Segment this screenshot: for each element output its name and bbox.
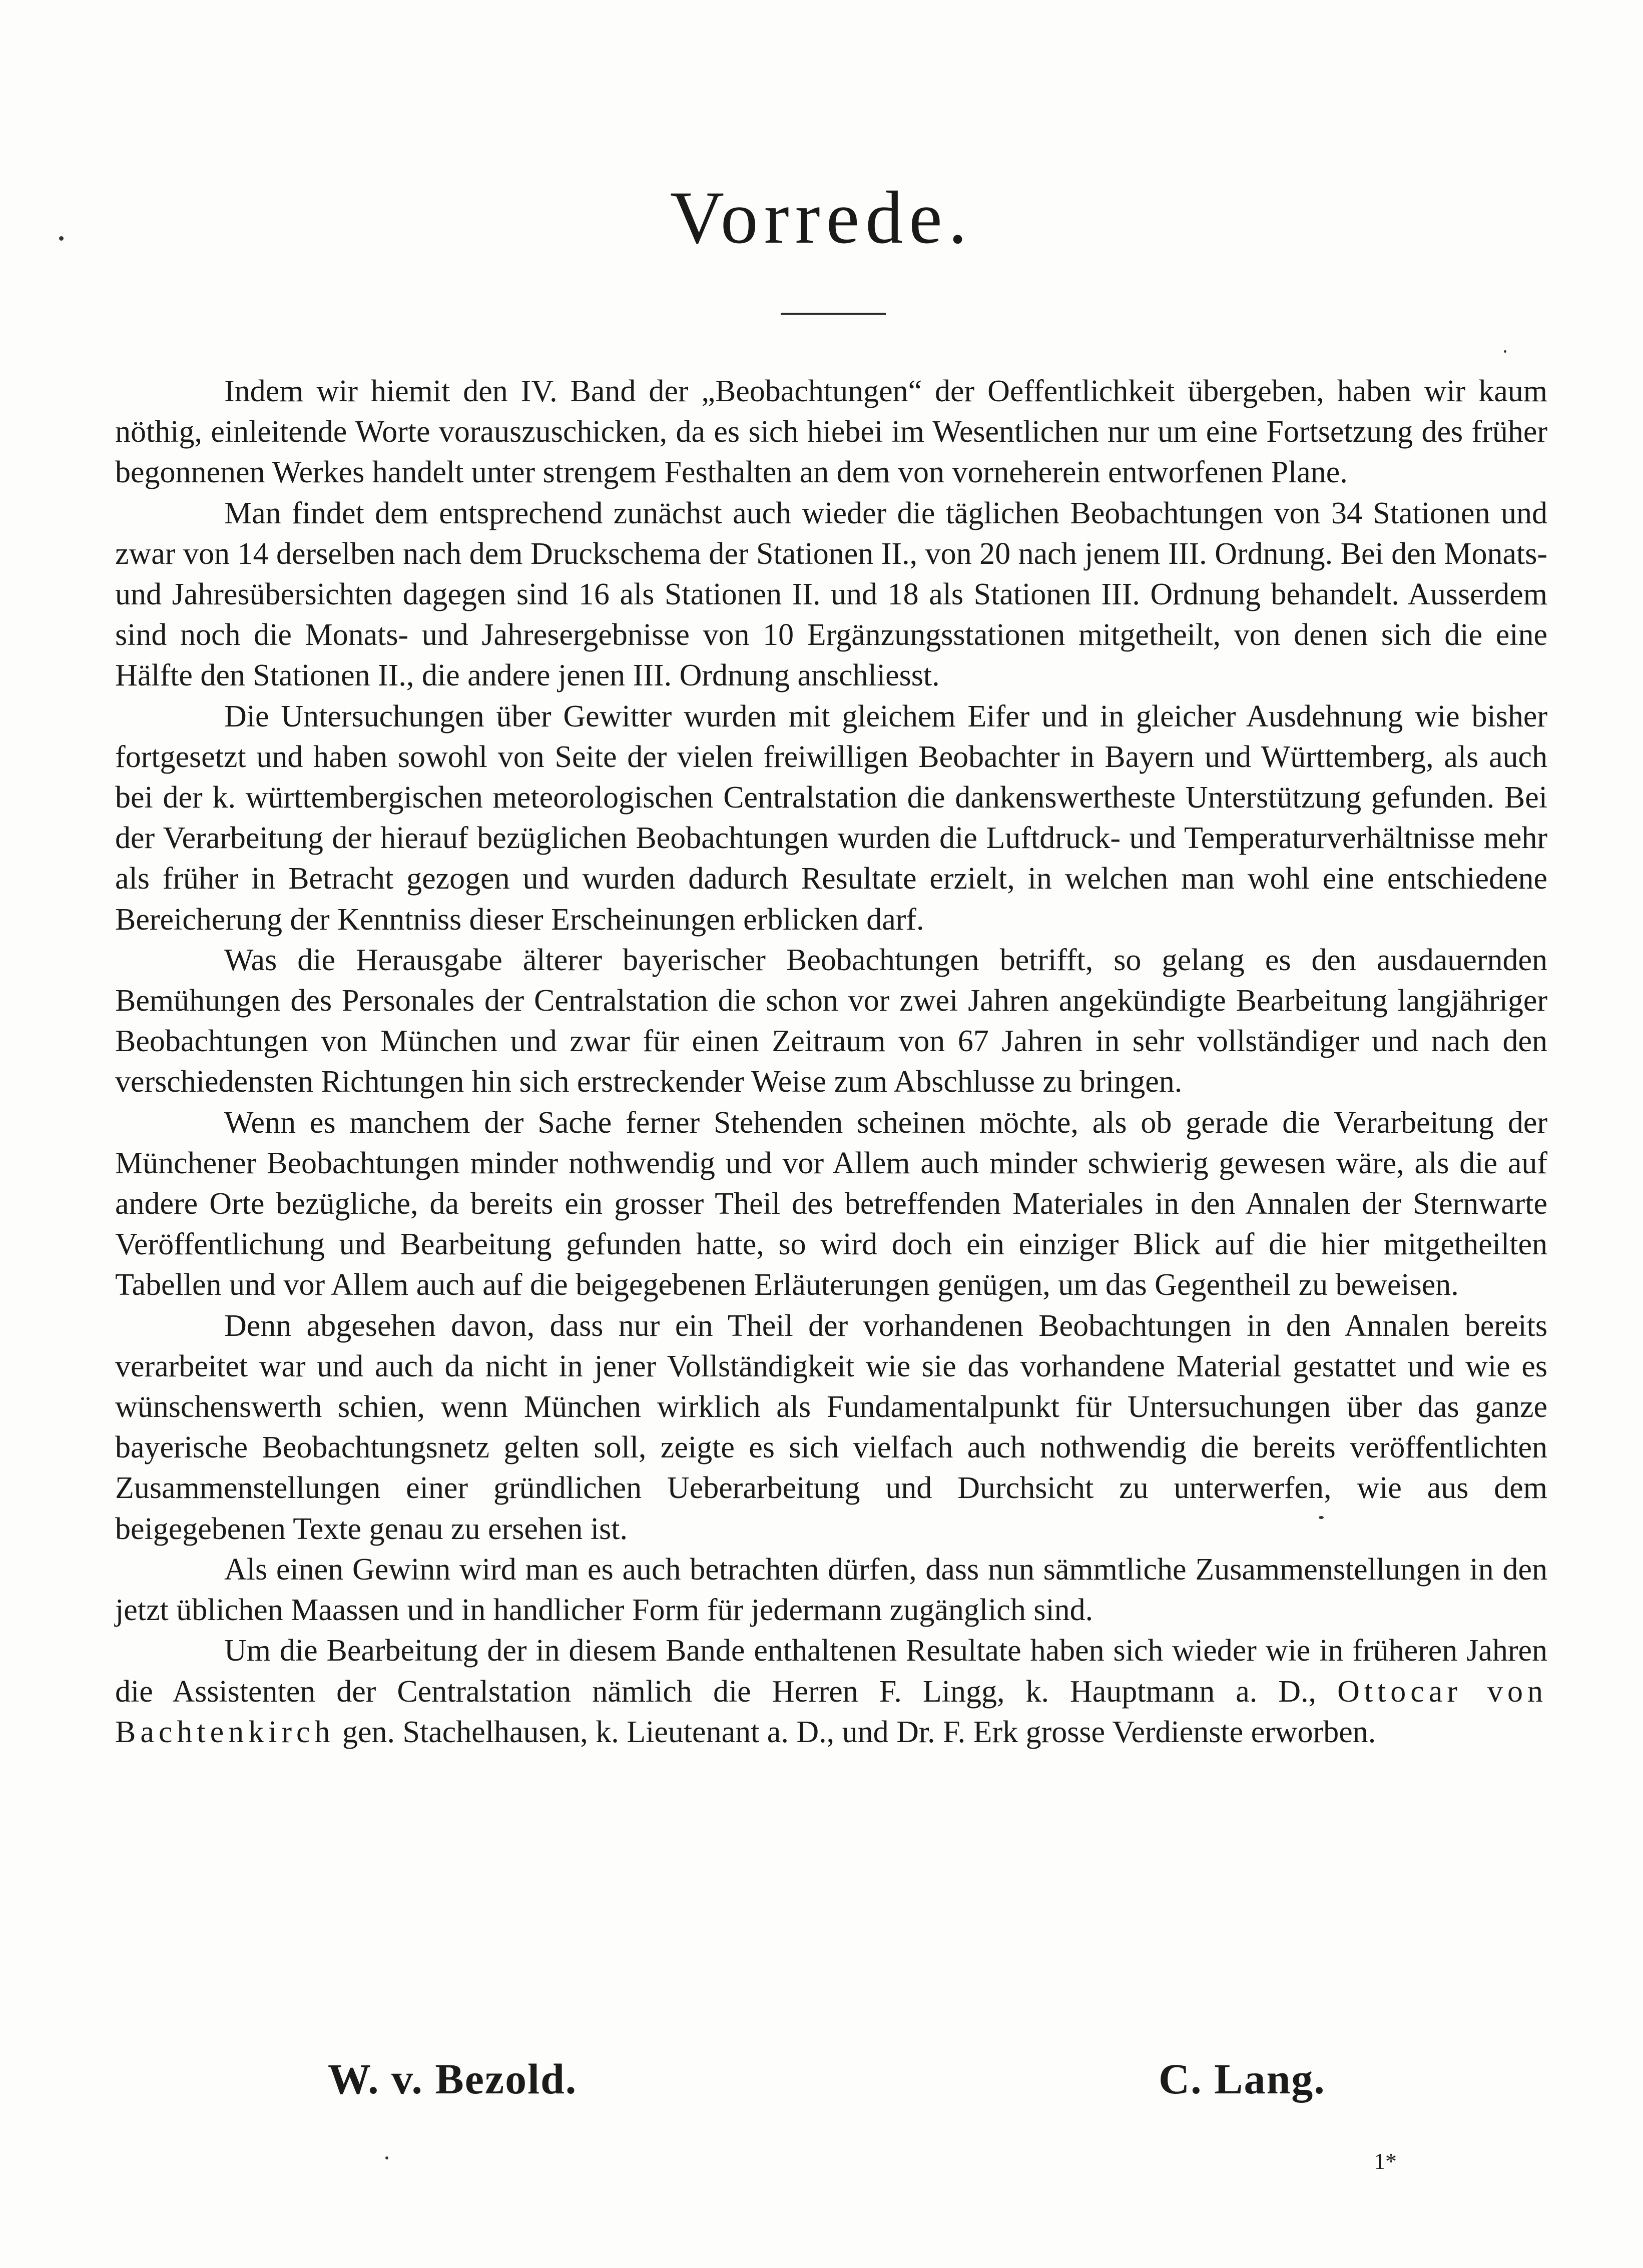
signature-right: C. Lang. bbox=[1159, 2055, 1326, 2103]
paragraph-5: Wenn es manchem der Sache ferner Stehenden scheinen möchte, als ob gerade die Verarbeitung der Münchener Beobachtungen minder nothwendig und vor Allem auch minder schwierig gewesen wäre, als die auf andere Orte bezügliche, da bereits ein grosser Theil des betreffenden Materiales in den Annalen der Sternwarte Veröffentlichung und Bearbeitung gefunden hatte, so wird doch ein einziger Blick auf die hier mitgetheilten Tabellen und vor Allem auch auf die beigegebenen Erläuterungen genügen, um das Gegentheil zu beweisen. bbox=[115, 1105, 1547, 1302]
scan-speck bbox=[1504, 350, 1506, 353]
scan-speck bbox=[59, 236, 64, 241]
paragraph-1: Indem wir hiemit den IV. Band der „Beobachtungen“ der Oeffentlichkeit übergeben, haben wir kaum nöthig, einleitende Worte vorauszuschicken, da es sich hiebei im Wesentlichen nur um eine Fortsetzung des früher begonnenen Werkes handelt unter strengem Festhalten an dem von vorneherein entworfenen Plane. bbox=[115, 374, 1547, 490]
page-number: 1* bbox=[1374, 2148, 1397, 2174]
preface-body bbox=[115, 371, 1547, 1753]
scan-speck bbox=[1319, 1516, 1324, 1519]
signatures bbox=[0, 2054, 1643, 2104]
paragraph-3: Die Untersuchungen über Gewitter wurden mit gleichem Eifer und in gleicher Ausdehnung wie bisher fortgesetzt und haben sowohl von Seite der vielen freiwilligen Beobachter in Bayern und Württemberg, als auch bei der k. württembergischen meteorologischen Centralstation die dankenswertheste Unterstützung gefunden. Bei der Verarbeitung der hierauf bezüglichen Beobachtungen wurden die Luftdruck- und Temperaturverhältnisse mehr als früher in Betracht gezogen und wurden dadurch Resultate erzielt, in welchen man wohl eine entschiedene Bereicherung der Kenntniss dieser Erscheinungen erblicken darf. bbox=[115, 699, 1547, 937]
spaced-name: Ottocar von Bachtenkirch bbox=[115, 1674, 1547, 1749]
paragraph-8-text-before: Um die Bearbeitung der in diesem Bande enthaltenen Resultate haben sich wieder wie in früheren Jahren die Assistenten der Centralstation nämlich die Herren F. Lingg, k. Hauptmann a. D., bbox=[115, 1634, 1547, 1709]
title-divider bbox=[781, 313, 886, 315]
paragraph-8 bbox=[115, 1631, 1547, 1753]
scan-speck bbox=[385, 2156, 388, 2159]
paragraph-8-text-after: gen. Stachelhausen, k. Lieutenant a. D., und Dr. F. Erk grosse Verdienste erworben. bbox=[342, 1715, 1376, 1749]
paragraph-4: Was die Herausgabe älterer bayerischer Beobachtungen betrifft, so gelang es den ausdauernden Bemühungen des Personales der Centralstation die schon vor zwei Jahren angekündigte Bearbeitung langjähriger Beobachtungen von München und zwar für einen Zeitraum von 67 Jahren in sehr vollständiger und nach den verschiedensten Richtungen hin sich erstreckender Weise zum Abschlusse zu bringen. bbox=[115, 943, 1547, 1099]
paragraph-6: Denn abgesehen davon, dass nur ein Theil der vorhandenen Beobachtungen in den Annalen bereits verarbeitet war und auch da nicht in jener Vollständigkeit wie sie das vorhandene Material gestattet und wie es wünschenswerth schien, wenn München wirklich als Fundamentalpunkt für Untersuchungen über das ganze bayerische Beobachtungsnetz gelten soll, zeigte es sich vielfach auch nothwendig die bereits veröffentlichten Zusammenstellungen einer gründlichen Ueberarbeitung und Durchsicht zu unterwerfen, wie aus dem beigegebenen Texte genau zu ersehen ist. bbox=[115, 1308, 1547, 1546]
signature-left: W. v. Bezold. bbox=[328, 2055, 578, 2103]
page-title: Vorrede. bbox=[670, 176, 973, 259]
paragraph-7: Als einen Gewinn wird man es auch betrachten dürfen, dass nun sämmtliche Zusammenstellungen in den jetzt üblichen Maassen und in handlicher Form für jedermann zugänglich sind. bbox=[115, 1552, 1547, 1628]
paragraph-2: Man findet dem entsprechend zunächst auch wieder die täglichen Beobachtungen von 34 Stationen und zwar von 14 derselben nach dem Druckschema der Stationen II., von 20 nach jenem III. Ordnung. Bei den Monats- und Jahresübersichten dagegen sind 16 als Stationen II. und 18 als Stationen III. Ordnung behandelt. Ausserdem sind noch die Monats- und Jahresergebnisse von 10 Ergänzungsstationen mitgetheilt, von denen sich die eine Hälfte den Stationen II., die andere jenen III. Ordnung anschliesst. bbox=[115, 496, 1547, 693]
